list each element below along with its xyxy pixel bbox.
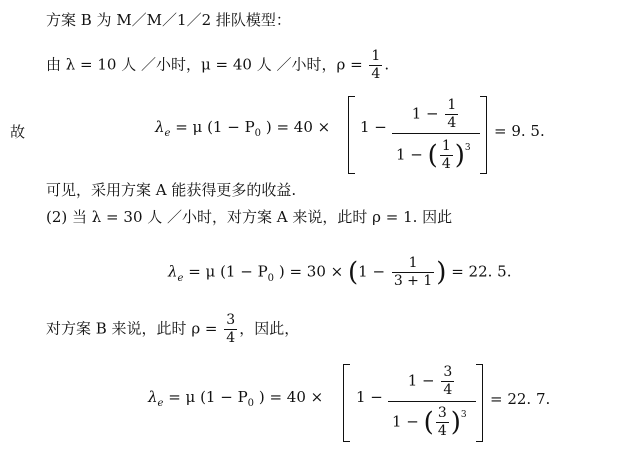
frac-num-3: 3 — [443, 364, 453, 380]
equation-3-denominator — [392, 405, 467, 440]
frac-den-3: 4 — [443, 382, 453, 398]
lambda-symbol-3: λ — [148, 388, 158, 406]
equation-3-lhs — [148, 388, 324, 409]
frac-den-3b: 4 — [437, 423, 447, 439]
num-one-minus-3: 1 − — [407, 371, 435, 390]
den-one-minus-3: 1 − — [392, 412, 419, 431]
equation-1-lhs — [155, 118, 331, 139]
subscript-0-3: 0 — [247, 398, 255, 409]
rho-fraction-1 — [369, 48, 382, 83]
equation-1-mid2: ) = 40 × — [265, 118, 331, 136]
right-bracket-1 — [480, 96, 487, 174]
left-bracket-1 — [348, 96, 355, 174]
frac-num-2: 1 — [408, 255, 418, 271]
right-bracket-3 — [476, 364, 483, 442]
frac-den: 4 — [447, 115, 457, 131]
paren-right-3: ) — [450, 407, 461, 438]
num-one-minus: 1 − — [411, 104, 439, 123]
paren-left-2: ( — [348, 257, 359, 288]
equation-3-one: 1 − — [356, 388, 383, 406]
rho-numerator: 1 — [371, 48, 381, 64]
rho-den-4: 4 — [226, 330, 236, 346]
equation-2-result: = 22. 5. — [451, 262, 512, 281]
exponent-3: 3 — [464, 142, 471, 153]
one-minus-2: 1 − — [358, 262, 386, 281]
subscript-e-2: e — [177, 272, 184, 284]
frac-num-b: 1 — [441, 138, 451, 154]
paren-right-2: ) — [436, 257, 447, 288]
paren-right: ) — [454, 140, 465, 171]
exponent-3b: 3 — [460, 409, 467, 420]
text-line-8-main: 对方案 B 来说，此时 ρ = — [46, 319, 218, 338]
frac-den-b: 4 — [441, 156, 451, 172]
text-line-5: 可见，采用方案 A 能获得更多的收益. — [46, 181, 297, 199]
equation-3-mid2: ) = 40 × — [258, 388, 324, 406]
text-line-8-tail: ，因此， — [239, 319, 300, 338]
text-line-8 — [46, 312, 299, 347]
subscript-0-2: 0 — [267, 272, 275, 284]
equation-3-result: = 22. 7. — [490, 390, 551, 408]
text-line-6: (2) 当 λ = 30 人 ／小时，对方案 A 来说，此时 ρ = 1. 因此 — [46, 208, 453, 226]
equation-1-mid: = μ (1 − P — [175, 118, 255, 136]
gu-label: 故 — [10, 123, 26, 141]
paren-left-3: ( — [423, 407, 434, 438]
text-line-2-main: 由 λ = 10 人 ／小时，μ = 40 人 ／小时，ρ = — [46, 55, 363, 74]
equation-2-mid2: ) = 30 × — [278, 262, 344, 281]
lambda-symbol: λ — [155, 118, 165, 136]
text-line-2: 由 λ = 10 人 ／小时，μ = 40 人 ／小时，ρ = $\frac{1}{4}$ . — [46, 48, 390, 82]
frac-den-2: 3 + 1 — [393, 273, 433, 289]
left-bracket-3 — [343, 364, 350, 442]
subscript-e: e — [164, 128, 171, 139]
text-line-1: 方案 B 为 M／M／1／2 排队模型： — [46, 11, 291, 29]
frac-1-4-b — [440, 138, 453, 173]
equation-1-result: = 9. 5. — [494, 122, 545, 140]
rho-fraction-3-4 — [224, 312, 237, 347]
frac-1-over-3plus1 — [392, 255, 434, 290]
rho-denominator: 4 — [371, 66, 381, 82]
fraction-bar-1 — [392, 133, 480, 134]
fraction-bar-3 — [388, 401, 476, 402]
equation-3-mid: = μ (1 − P — [168, 388, 248, 406]
equation-1-denominator — [396, 138, 471, 173]
paren-left: ( — [427, 140, 438, 171]
equation-1-one: 1 − — [360, 118, 387, 136]
frac-1-4-a — [445, 97, 458, 132]
den-one-minus: 1 − — [396, 145, 423, 164]
subscript-e-3: e — [157, 398, 164, 409]
frac-3-4-a — [441, 364, 454, 399]
frac-num: 1 — [447, 97, 457, 113]
equation-3-numerator — [388, 364, 476, 399]
lambda-symbol-2: λ — [168, 262, 178, 281]
rho-num-3: 3 — [226, 312, 236, 328]
subscript-0: 0 — [254, 128, 262, 139]
equation-2-mid: = μ (1 − P — [188, 262, 268, 281]
equation-2 — [168, 255, 512, 290]
frac-num-3b: 3 — [437, 405, 447, 421]
equation-1-numerator — [392, 97, 480, 132]
frac-3-4-b — [436, 405, 449, 440]
